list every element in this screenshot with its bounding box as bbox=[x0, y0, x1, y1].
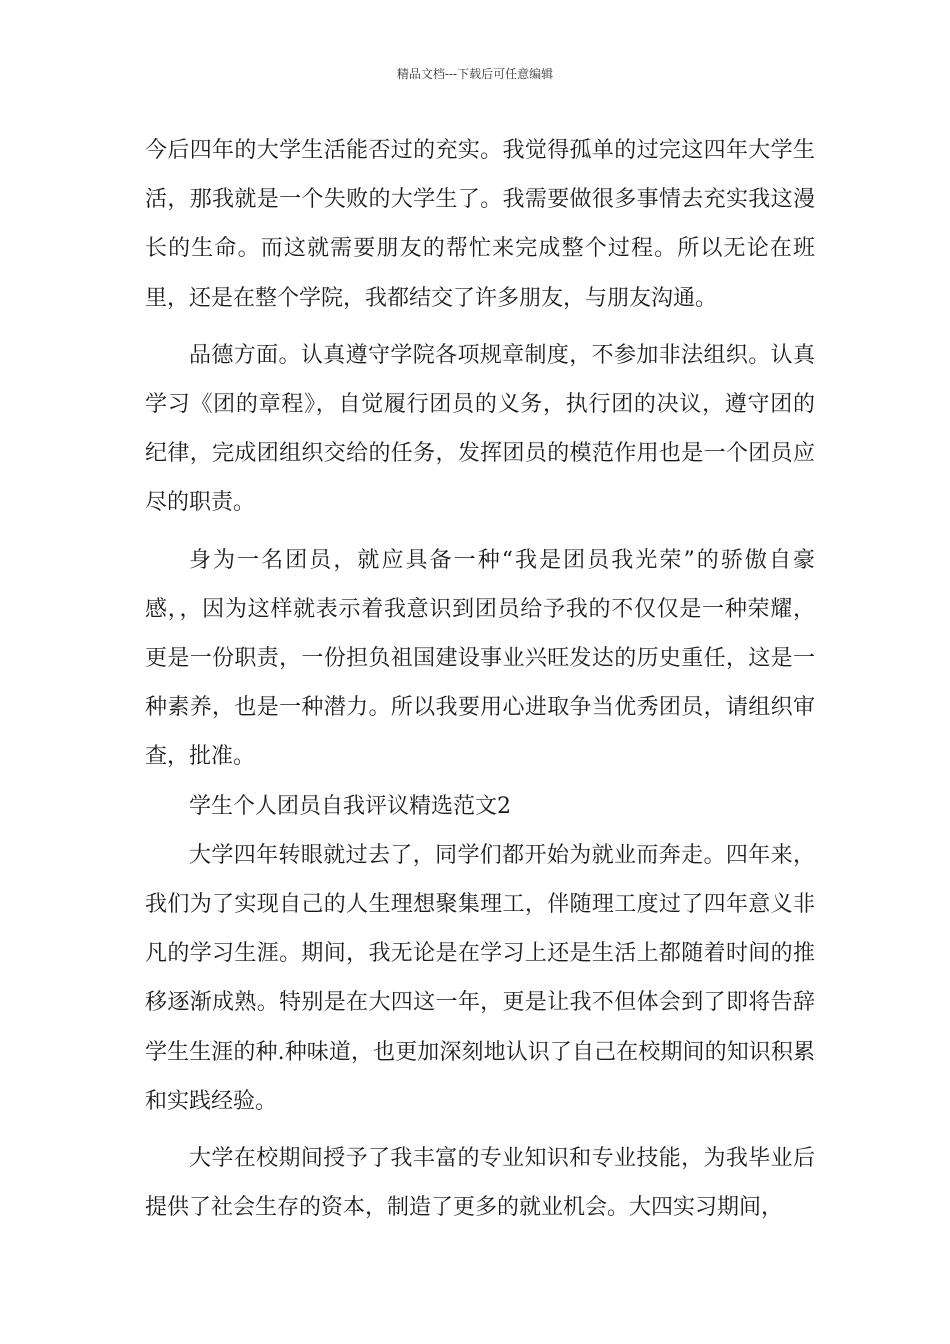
section-heading: 学生个人团员自我评议精选范文2 bbox=[189, 793, 511, 819]
paragraph-moral-character: 品德方面。认真遵守学院各项规章制度，不参加非法组织。认真学习《团的章程》，自觉履行团员的义务，执行团的决议，遵守团的纪律，完成团组织交给的任务，发挥团员的模范作用也是一个团员应尽的职责。 bbox=[145, 342, 815, 516]
paragraph-league-member-pride: 身为一名团员，就应具备一种“我是团员我光荣”的骄傲自豪感，，因为这样就表示着我意识到团员给予我的不仅仅是一种荣耀，更是一份职责，一份担负祖国建设事业兴旺发达的历史重任，这是一种素养，也是一种潜力。所以我要用心进取争当优秀团员，请组织审查，批准。 bbox=[145, 547, 815, 770]
paragraph-knowledge-skills: 大学在校期间授予了我丰富的专业知识和专业技能，为我毕业后提供了社会生存的资本，制造了更多的就业机会。大四实习期间， bbox=[145, 1146, 815, 1221]
paragraph-continuation: 今后四年的大学生活能否过的充实。我觉得孤单的过完这四年大学生活，那我就是一个失败的大学生了。我需要做很多事情去充实我这漫长的生命。而这就需要朋友的帮忙来完成整个过程。所以无论在班里，还是在整个学院，我都结交了许多朋友，与朋友沟通。 bbox=[145, 138, 815, 311]
page-header: 精品文档---下载后可任意编辑 bbox=[396, 67, 554, 81]
paragraph-four-years: 大学四年转眼就过去了，同学们都开始为就业而奔走。四年来，我们为了实现自己的人生理想聚集理工，伴随理工度过了四年意义非凡的学习生涯。期间，我无论是在学习上还是生活上都随着时间的推移逐渐成熟。特别是在大四这一年，更是让我不但体会到了即将告辞学生生涯的种.种味道，也更加深刻地认识了自己在校期间的知识积累和实践经验。 bbox=[145, 842, 815, 1114]
document-body bbox=[145, 126, 815, 1232]
